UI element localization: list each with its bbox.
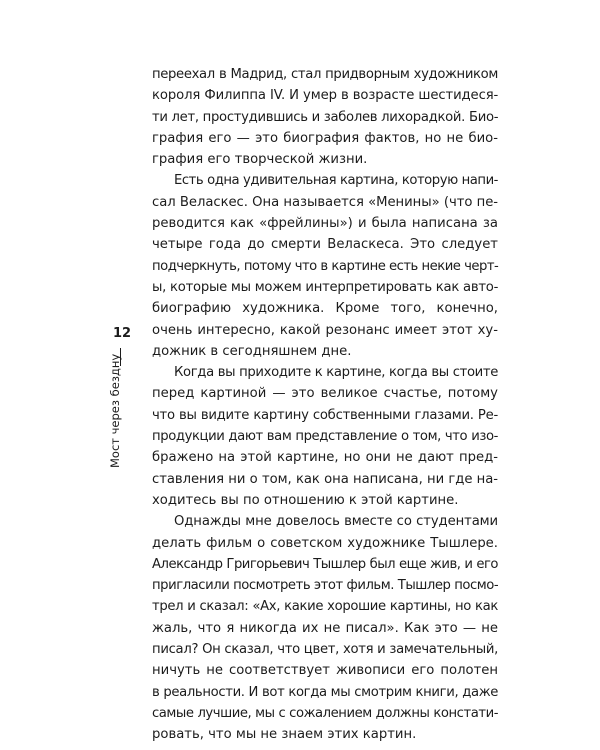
paragraph <box>152 511 498 745</box>
page-number: 12 <box>113 326 132 341</box>
text-line: подчеркнуть, потому что в картине есть некие черт- <box>152 258 499 274</box>
text-line: короля Филиппа IV. И умер в возрасте шестидеся- <box>152 88 499 104</box>
text-line: графия его — это биография фактов, но не био- <box>152 130 498 146</box>
text-line: пригласили посмотреть этот фильм. Тышлер посмо- <box>152 578 499 594</box>
text-line: Александр Григорьевич Тышлер был еще жив, и его <box>152 556 498 572</box>
text-line: ставления ни о том, как она написана, ни где на- <box>152 471 498 487</box>
text-line: делать фильм о советском художнике Тышлере. <box>152 535 498 551</box>
text-line: трел и сказал: «Ах, какие хорошие картины, но как <box>152 599 498 615</box>
text-line: переехал в Мадрид, стал придворным художником <box>152 67 498 82</box>
text-line: жаль, что я никогда их не писал». Как это — не <box>152 620 498 636</box>
text-line: ходитесь вы по отношению к этой картине. <box>152 492 459 508</box>
body-text <box>152 64 498 746</box>
paragraph <box>152 170 498 362</box>
text-line: самые лучшие, мы с сожалением должны констати- <box>152 705 498 721</box>
text-line: Когда вы приходите к картине, когда вы стоите <box>174 365 498 381</box>
text-line: реводится как «фрейлины») и была написана за <box>152 216 498 232</box>
text-line: Есть одна удивительная картина, которую напи- <box>174 173 498 189</box>
text-line: дожник в сегодняшнем дне. <box>152 343 352 359</box>
text-line: ы, которые мы можем интерпретировать как авто- <box>152 279 499 295</box>
text-line: что вы видите картину собственными глазами. Ре- <box>152 407 498 423</box>
text-line: очень интересно, какой резонанс имеет этот ху- <box>152 322 498 338</box>
paragraph <box>152 362 498 511</box>
text-line: графия его творческой жизни. <box>152 152 368 168</box>
text-line: писал? Он сказал, что цвет, хотя и замечательный, <box>152 642 498 658</box>
text-line: четыре года до смерти Веласкеса. Это следует <box>152 237 498 253</box>
text-line: бражено на этой картине, но они не дают пред- <box>152 450 498 466</box>
text-line: перед картиной — это великое счастье, потому <box>152 386 498 402</box>
text-line: продукции дают вам представление о том, что изо- <box>152 429 498 445</box>
text-line: ти лет, простудившись и заболев лихорадкой. Био- <box>152 109 499 125</box>
text-line: ничуть не соответствует живописи его полотен <box>152 663 498 679</box>
running-title: Мост через бездну <box>108 353 122 468</box>
text-line: сал Веласкес. Она называется «Менины» (что пе- <box>152 194 498 210</box>
text-line: в реальности. И вот когда мы смотрим книги, даже <box>152 684 498 700</box>
text-line: биографию художника. Кроме того, конечно, <box>152 301 498 317</box>
paragraph <box>152 64 498 170</box>
text-line: Однажды мне довелось вместе со студентами <box>174 514 498 530</box>
text-line: ровать, что мы не знаем этих картин. <box>152 727 417 743</box>
